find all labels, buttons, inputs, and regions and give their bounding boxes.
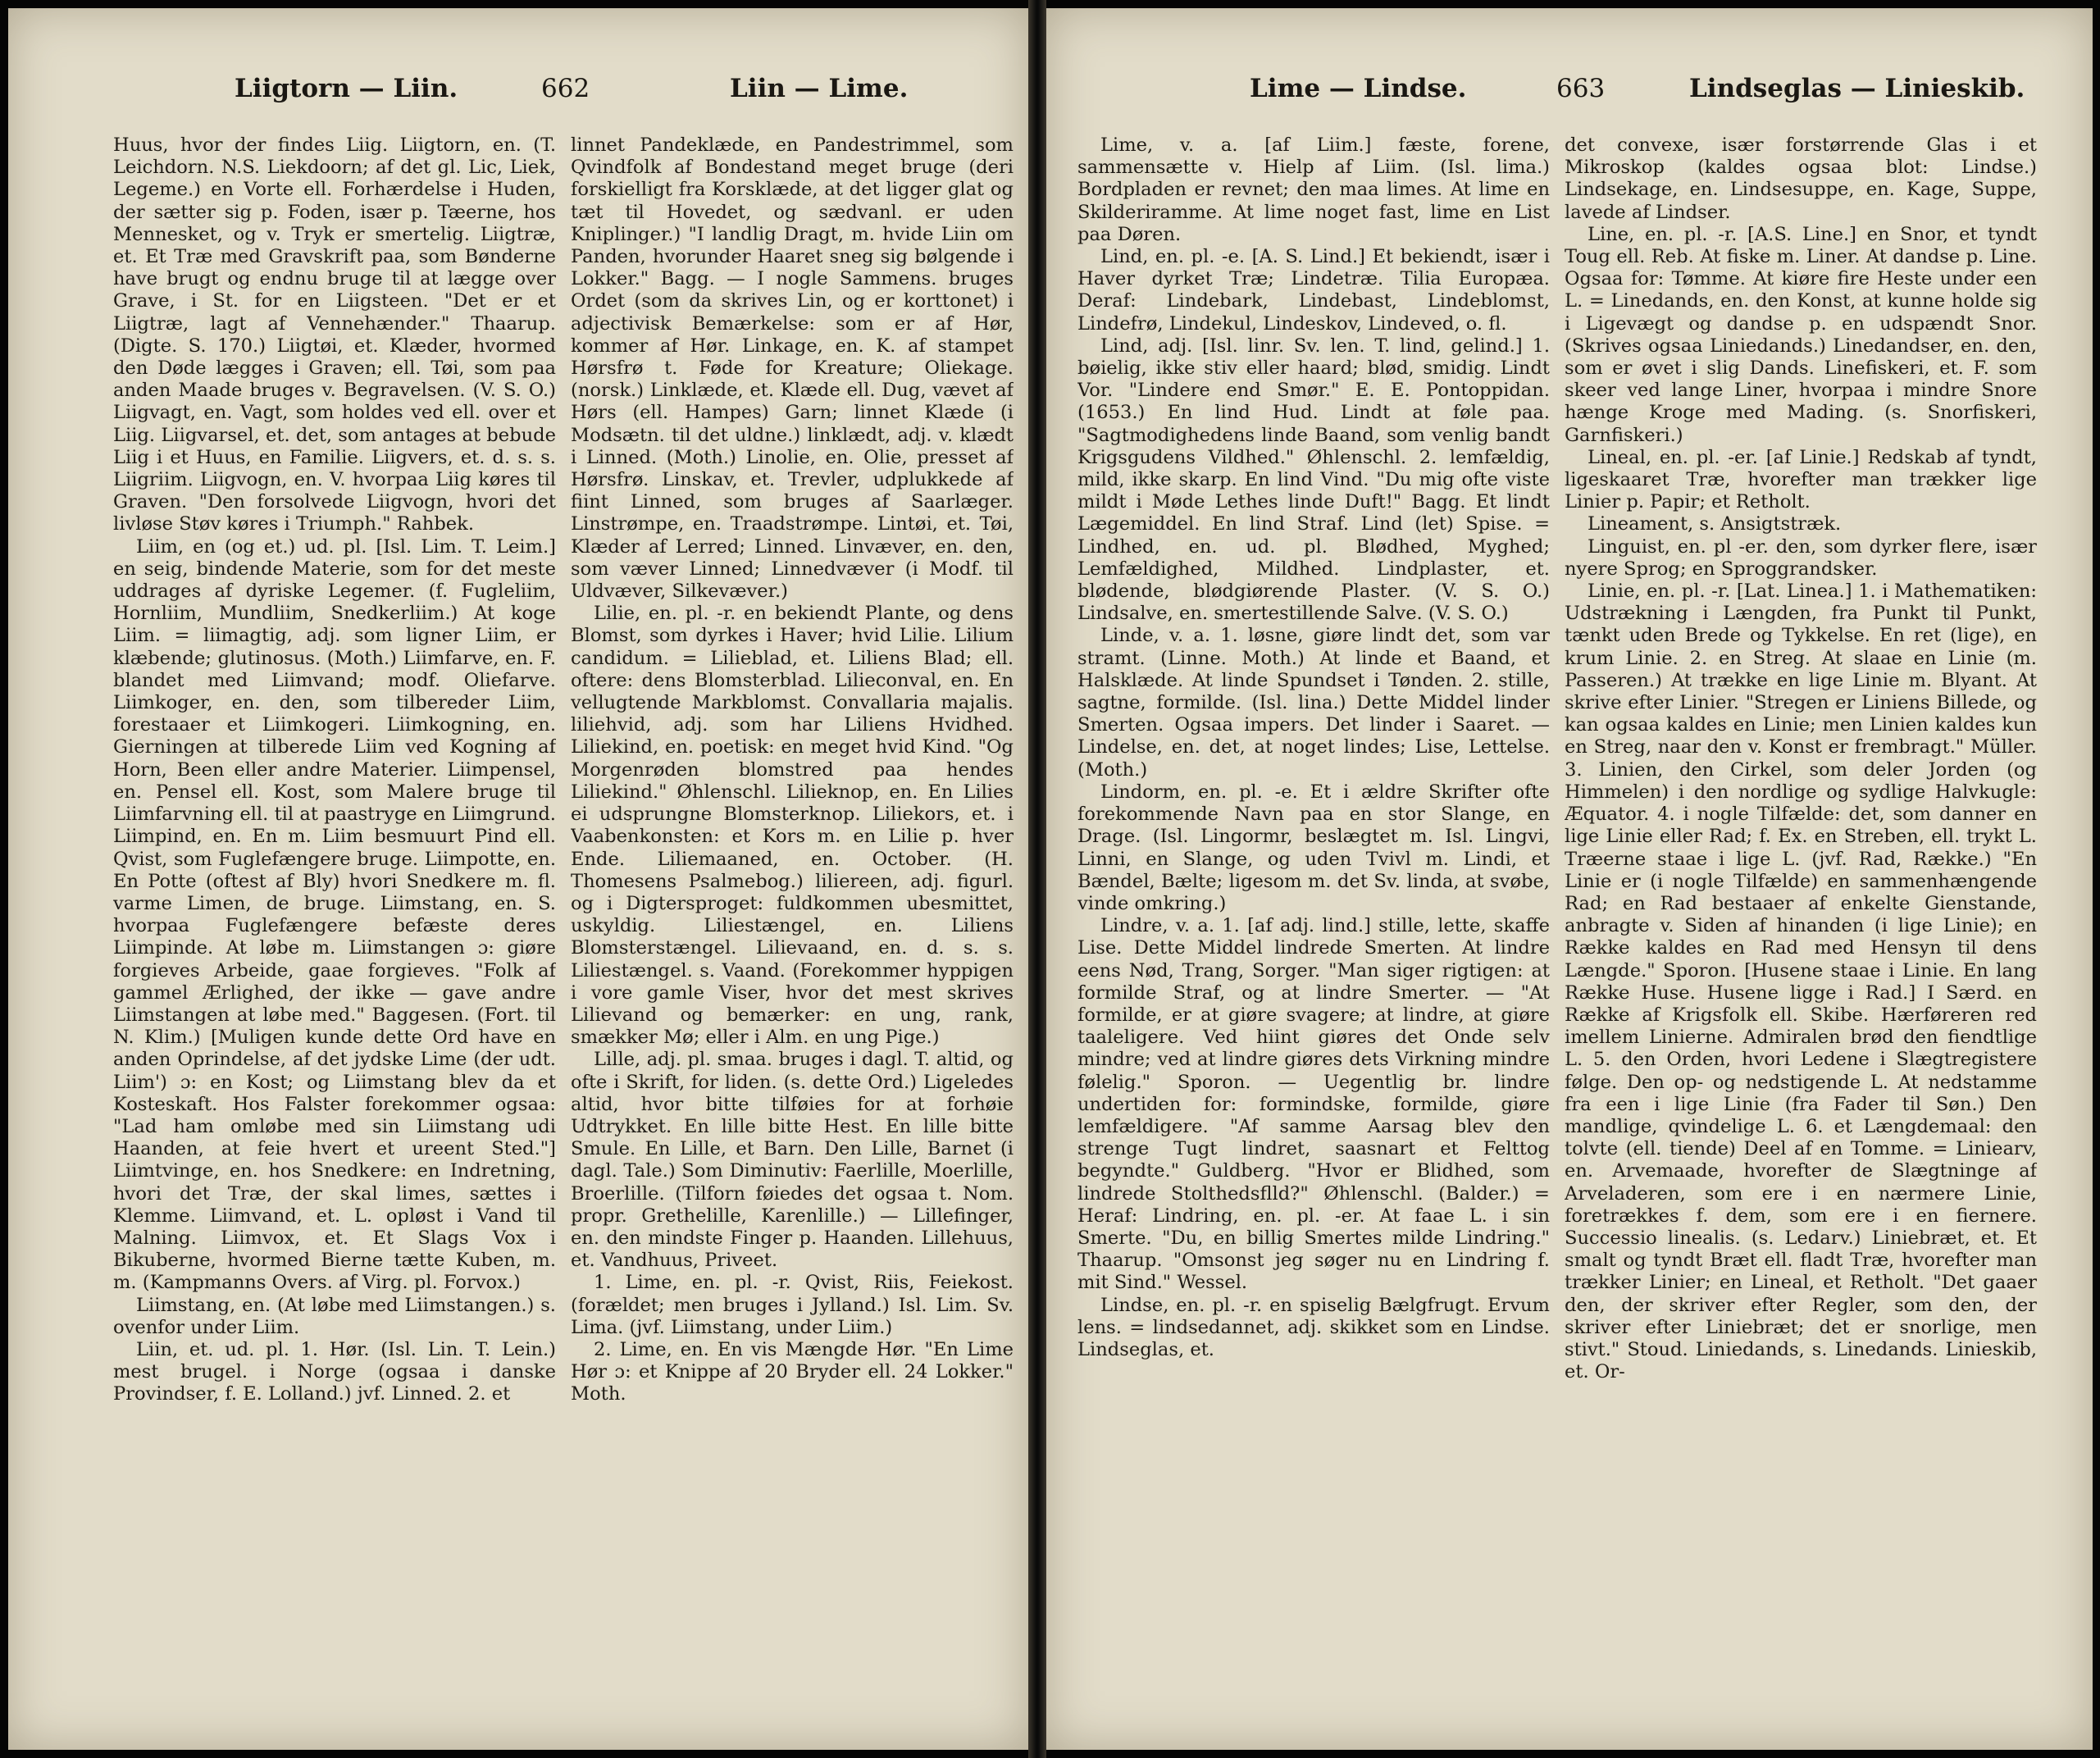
entry-lineal: Lineal, en. pl. -er. [af Linie.] Redskab af tyndt, ligeskaaret Træ, hvorefter man trækker lige Linier p. Papir; et Retholt. xyxy=(1565,446,2037,513)
paragraph: Huus, hvor der findes Liig. Liigtorn, en. (T. Leichdorn. N.S. Liekdoorn; af det gl. Lic, Liek, Legeme.) en Vorte ell. Forhærdelse i Huden, der sætter sig p. Foden, især p. Tæerne, hos Mennesket, og v. Tryk er smertelig. Liigtræ, et. Et Træ med Gravskrift paa, som Bønderne have brugt og endnu bruge til at lægge over Grave, i St. for en Liigsteen. "Det er et Liigtræ, lagt af Vennehænder." Thaarup. (Digte. S. 170.) Liigtøi, et. Klæder, hvormed den Døde lægges i Graven; ell. Tøi, som paa anden Maade bruges v. Begravelsen. (V. S. O.) Liigvagt, en. Vagt, som holdes ved ell. over et Liig. Liigvarsel, et. det, som antages at bebude Liig i et Huus, en Familie. Liigvers, et. d. s. s. Liigriim. Liigvogn, en. V. hvorpaa Liig køres til Graven. "Den forsolvede Liigvogn, hvori det livløse Støv køres i Triumph." Rahbek. xyxy=(113,134,556,535)
entry-lime-1: 1. Lime, en. pl. -r. Qvist, Riis, Feiekost. (forældet; men bruges i Jylland.) Isl. Lim. Sv. Lima. (jvf. Liimstang, under Liim.) xyxy=(571,1272,1014,1338)
entry-lindre: Lindre, v. a. 1. [af adj. lind.] stille, lette, skaffe Lise. Dette Middel lindrede Smerten. At lindre eens Nød, Trang, Sorger. "Man siger rigtigen: at formilde Straf, og at lindre Smerter. — "At formilde, er at giøre svagere; at lindre, at giøre taaleligere. Ved hiint giøres det Onde selv mindre; ved at lindre giøres dets Virkning mindre følelig." Sporon. — Uegentlig br. lindre undertiden for: formindske, formilde, giøre lemfældigere. "Af samme Aarsag blev den strenge Tugt lindret, saasnart et Felttog begyndte." Guldberg. "Hvor er Blidhed, som lindrede Stolthedsflld?" Øhlenschl. (Balder.) = Heraf: Lindring, en. pl. -er. At faae L. i sin Smerte. "Du, en billig Smertes milde Lindring." Thaarup. "Omsonst jeg søger nu en Lindring f. mit Sind." Wessel. xyxy=(1077,915,1550,1294)
right-page-number: 663 xyxy=(1556,74,1606,103)
right-page-header xyxy=(1077,67,2043,116)
entry-linie: Linie, en. pl. -r. [Lat. Linea.] 1. i Mathematiken: Udstrækning i Længden, fra Punkt til Punkt, tænkt uden Brede og Tykkelse. En ret (lige), en krum Linie. 2. en Streg. At slaae en Linie (m. Passeren.) At trække en lige Linie m. Blyant. At skrive efter Linier. "Stregen er Liniens Billede, og kan ogsaa kaldes en Linie; men Linien kaldes kun en Streg, naar den v. Konst er frembragt." Müller. 3. Linien, den Cirkel, som deler Jorden (og Himmelen) i den nordlige og sydlige Halvkugle: Æquator. 4. i nogle Tilfælde: det, som danner en lige Linie eller Rad; f. Ex. en Streben, ell. trykt L. Træerne staae i lige L. (jvf. Rad, Række.) "En Linie er (i nogle Tilfælde) en sammenhængende Rad; en Rad bestaaer af enkelte Gienstande, anbragte v. Siden af hinanden (i lige Linie); en Række kaldes en Rad med Hensyn til dens Længde." Sporon. [Husene staae i Linie. En lang Række Huse. Husene ligge i Rad.] I Særd. en Række af Krigsfolk ell. Skibe. Hærføreren red imellem Linierne. Admiralen brød den fiendtlige L. 5. den Orden, hvori Ledene i Slægtregistere følge. Den op- og nedstigende L. At nedstamme fra een i lige Linie (fra Fader til Søn.) Den mandlige, qvindelige L. 6. et Længdemaal: den tolvte (ell. tiende) Deel af en Tomme. = Liniearv, en. Arvemaade, hvorefter de Slægtninge af Arveladeren, som ere i en nærmere Linie, foretrækkes f. dem, som ere i en fiernere. Successio linealis. (s. Ledarv.) Liniebræt, et. Et smalt og tyndt Bræt ell. fladt Træ, hvorefter man trækker Linier; en Lineal, et Retholt. "Det gaaer den, der skriver efter Regler, som den, der skriver efter Liniebræt; det er snorlige, men stivt." Stoud. Liniedands, s. Linedands. Linieskib, et. Or- xyxy=(1565,581,2037,1383)
entry-line: Line, en. pl. -r. [A.S. Line.] en Snor, et tyndt Toug ell. Reb. At fiske m. Liner. At dandse p. Line. Ogsaa for: Tømme. At kiøre fire Heste under een L. = Linedands, en. den Konst, at kunne holde sig i Ligevægt og dandse p. en udspændt Snor. (Skrives ogsaa Liniedands.) Linedandser, en. den, som er øvet i slig Dands. Linefiskeri, et. F. som skeer ved lange Liner, hvorpaa i mindre Snore hænge Kroge med Mading. (s. Snorfiskeri, Garnfiskeri.) xyxy=(1565,223,2037,446)
left-page-header xyxy=(113,67,1014,116)
entry-liimstang: Liimstang, en. (At løbe med Liimstangen.) s. ovenfor under Liim. xyxy=(113,1294,556,1338)
left-column-1 xyxy=(113,134,556,1725)
paragraph: det convexe, især forstørrende Glas i et Mikroskop (kaldes ogsaa blot: Lindse.) Lindsekage, en. Lindsesuppe, en. Kage, Suppe, lavede af Lindser. xyxy=(1565,134,2037,223)
left-page-number: 662 xyxy=(541,74,590,103)
entry-lime-2: 2. Lime, en. En vis Mængde Hør. "En Lime Hør ɔ: et Knippe af 20 Bryder ell. 24 Lokker." Moth. xyxy=(571,1338,1014,1405)
entry-linguist: Linguist, en. pl -er. den, som dyrker flere, især nyere Sprog; en Sproggrandsker. xyxy=(1565,535,2037,580)
entry-lille: Lille, adj. pl. smaa. bruges i dagl. T. altid, og ofte i Skrift, for liden. (s. dette Ord.) Ligeledes altid, hvor bitte tilføies for at forhøie Udtrykket. En lille bitte Hest. En lille bitte Smule. En Lille, et Barn. Den Lille, Barnet (i dagl. Tale.) Som Diminutiv: Faerlille, Moerlille, Broerlille. (Tilforn føiedes det ogsaa t. Nom. propr. Grethelille, Karenlille.) — Lillefinger, en. den mindste Finger p. Haanden. Lillehuus, et. Vandhuus, Priveet. xyxy=(571,1049,1014,1272)
entry-lilie: Lilie, en. pl. -r. en bekiendt Plante, og dens Blomst, som dyrkes i Haver; hvid Lilie. Lilium candidum. = Lilieblad, et. Liliens Blad; ell. oftere: dens Blomsterblad. Lilieconval, en. En vellugtende Markblomst. Convallaria majalis. liliehvid, adj. som har Liliens Hvidhed. Liliekind, en. poetisk: en meget hvid Kind. "Og Morgenrøden blomstred paa hendes Liliekind." Øhlenschl. Lilieknop, en. En Lilies ei udsprungne Blomsterknop. Liliekors, et. i Vaabenkonsten: et Kors m. en Lilie p. hver Ende. Liliemaaned, en. October. (H. Thomesens Psalmebog.) liliereen, adj. figurl. og i Digtersproget: fuldkommen ubesmittet, uskyldig. Liliestængel, en. Liliens Blomsterstængel. Lilievaand, en. d. s. s. Liliestængel. s. Vaand. (Forekommer hyppigen i vore gamle Viser, hvor det mest skrives Lilievand og bemærker: en ung, rank, smækker Mø; eller i Alm. en ung Pige.) xyxy=(571,603,1014,1049)
entry-lindse: Lindse, en. pl. -r. en spiselig Bælgfrugt. Ervum lens. = lindsedannet, adj. skikket som en Lindse. Lindseglas, et. xyxy=(1077,1294,1550,1360)
right-column-1 xyxy=(1077,134,1550,1725)
right-header-right-guide: Lindseglas — Linieskib. xyxy=(1689,74,2025,103)
entry-lime-verb: Lime, v. a. [af Liim.] fæste, forene, sammensætte v. Hielp af Liim. (Isl. lima.) Bordpladen er revnet; den maa limes. At lime en Skilderiramme. At lime noget fast, lime en List paa Døren. xyxy=(1077,134,1550,245)
entry-lineament: Lineament, s. Ansigtstræk. xyxy=(1588,513,1842,535)
left-page xyxy=(8,8,1028,1750)
entry-liin: Liin, et. ud. pl. 1. Hør. (Isl. Lin. T. Lein.) mest brugel. i Norge (ogsaa i danske Provindser, f. E. Lolland.) jvf. Linned. 2. et xyxy=(113,1338,556,1405)
right-header-left-guide: Lime — Lindse. xyxy=(1250,74,1467,103)
left-column-2 xyxy=(571,134,1014,1725)
entry-linde: Linde, v. a. 1. løsne, giøre lindt det, som var stramt. (Linne. Moth.) At linde et Baand, et Halsklæde. At linde Spundset i Tønden. 2. stille, sagtne, formilde. (Isl. lina.) Dette Middel linder Smerten. Ogsaa impers. Det linder i Saaret. — Lindelse, en. det, at noget lindes; Lise, Lettelse. (Moth.) xyxy=(1077,625,1550,781)
right-page xyxy=(1046,8,2093,1750)
right-column-2 xyxy=(1565,134,2037,1725)
left-header-left-guide: Liigtorn — Liin. xyxy=(235,74,458,103)
entry-lind-noun: Lind, en. pl. -e. [A. S. Lind.] Et bekiendt, især i Haver dyrket Træ; Lindetræ. Tilia Europæa. Deraf: Lindebark, Lindebast, Lindeblomst, Lindefrø, Lindekul, Lindeskov, Lindeved, o. fl. xyxy=(1077,246,1550,335)
left-header-right-guide: Liin — Lime. xyxy=(730,74,909,103)
entry-lind-adj: Lind, adj. [Isl. linr. Sv. len. T. lind, gelind.] 1. bøielig, ikke stiv eller haard; blød, smidig. Lindt Vor. "Lindere end Smør." E. E. Pontoppidan. (1653.) En lind Hud. Lindt at føle paa. "Sagtmodighedens linde Baand, som venlig bandt Krigsgudens Vildhed." Øhlenschl. 2. lemfældig, mild, ikke skarp. En lind Vind. "Du mig ofte viste mildt i Møde Lethes linde Duft!" Bagg. Et lindt Lægemiddel. En lind Straf. Lind (let) Spise. = Lindhed, en. ud. pl. Blødhed, Myghed; Lemfældighed, Mildhed. Lindplaster, et. blødende, blødgiørende Plaster. (V. S. O.) Lindsalve, en. smertestillende Salve. (V. S. O.) xyxy=(1077,335,1550,625)
entry-lindorm: Lindorm, en. pl. -e. Et i ældre Skrifter ofte forekommende Navn paa en stor Slange, en Drage. (Isl. Lingormr, beslægtet m. Isl. Lingvi, Linni, en Slange, og uden Tvivl m. Lindi, et Bændel, Bælte; ligesom m. det Sv. linda, at svøbe, vinde omkring.) xyxy=(1077,781,1550,914)
book-gutter xyxy=(1028,0,1046,1758)
entry-liim: Liim, en (og et.) ud. pl. [Isl. Lim. T. Leim.] en seig, bindende Materie, som for det meste uddrages af dyriske Legemer. (f. Fugleliim, Hornliim, Mundliim, Snedkerliim.) At koge Liim. = liimagtig, adj. som ligner Liim, er klæbende; glutinosus. (Moth.) Liimfarve, en. F. blandet med Liimvand; modf. Oliefarve. Liimkoger, en. den, som tilbereder Liim, forestaaer et Liimkogeri. Liimkogning, en. Gierningen at tilberede Liim ved Kogning af Horn, Been eller andre Materier. Liimpensel, en. Pensel ell. Kost, som Malere bruge til Liimfarvning ell. til at paastryge en Liimgrund. Liimpind, en. En m. Liim besmuurt Pind ell. Qvist, som Fuglefængere bruge. Liimpotte, en. En Potte (oftest af Bly) hvori Snedkere m. fl. varme Limen, de bruge. Liimstang, en. S. hvorpaa Fuglefængere befæste deres Liimpinde. At løbe m. Liimstangen ɔ: giøre forgieves Arbeide, gaae forgieves. "Folk af gammel Ærlighed, der ikke — gave andre Liimstangen at løbe med." Baggesen. (Fort. til N. Klim.) [Muligen kunde dette Ord have en anden Oprindelse, af det jydske Lime (der udt. Liim') ɔ: en Kost; og Liimstang blev da et Kosteskaft. Hos Falster forekommer ogsaa: "Lad ham omløbe med sin Liimstang udi Haanden, at feie hvert et ureent Sted."] Liimtvinge, en. hos Snedkere: en Indretning, hvori det Træ, der skal limes, sættes i Klemme. Liimvand, et. L. opløst i Vand til Malning. Liimvox, et. Et Slags Vox i Bikuberne, hvormed Bierne tætte Kuben, m. m. (Kampmanns Overs. af Virg. pl. Forvox.) xyxy=(113,535,556,1294)
paragraph: linnet Pandeklæde, en Pandestrimmel, som Qvindfolk af Bondestand meget bruge (deri forskielligt fra Korsklæde, at det ligger glat og tæt til Hovedet, og sædvanl. er uden Kniplinger.) "I landlig Dragt, m. hvide Liin om Panden, hvorunder Haaret sneg sig bølgende i Lokker." Bagg. — I nogle Sammens. bruges Ordet (som da skrives Lin, og er korttonet) i adjectivisk Bemærkelse: som er af Hør, kommer af Hør. Linkage, en. K. af stampet Hørsfrø t. Føde for Kreature; Oliekage. (norsk.) Linklæde, et. Klæde ell. Dug, vævet af Hørs (ell. Hampes) Garn; linnet Klæde (i Modsætn. til det uldne.) linklædt, adj. v. klædt i Linned. (Moth.) Linolie, en. Olie, presset af Hørsfrø. Linskav, et. Trevler, udplukkede af fiint Linned, som bruges af Saarlæger. Linstrømpe, en. Traadstrømpe. Lintøi, et. Tøi, Klæder af Lerred; Linned. Linvæver, en. den, som væver Linned; Linnedvæver (i Modf. til Uldvæver, Silkevæver.) xyxy=(571,134,1014,603)
